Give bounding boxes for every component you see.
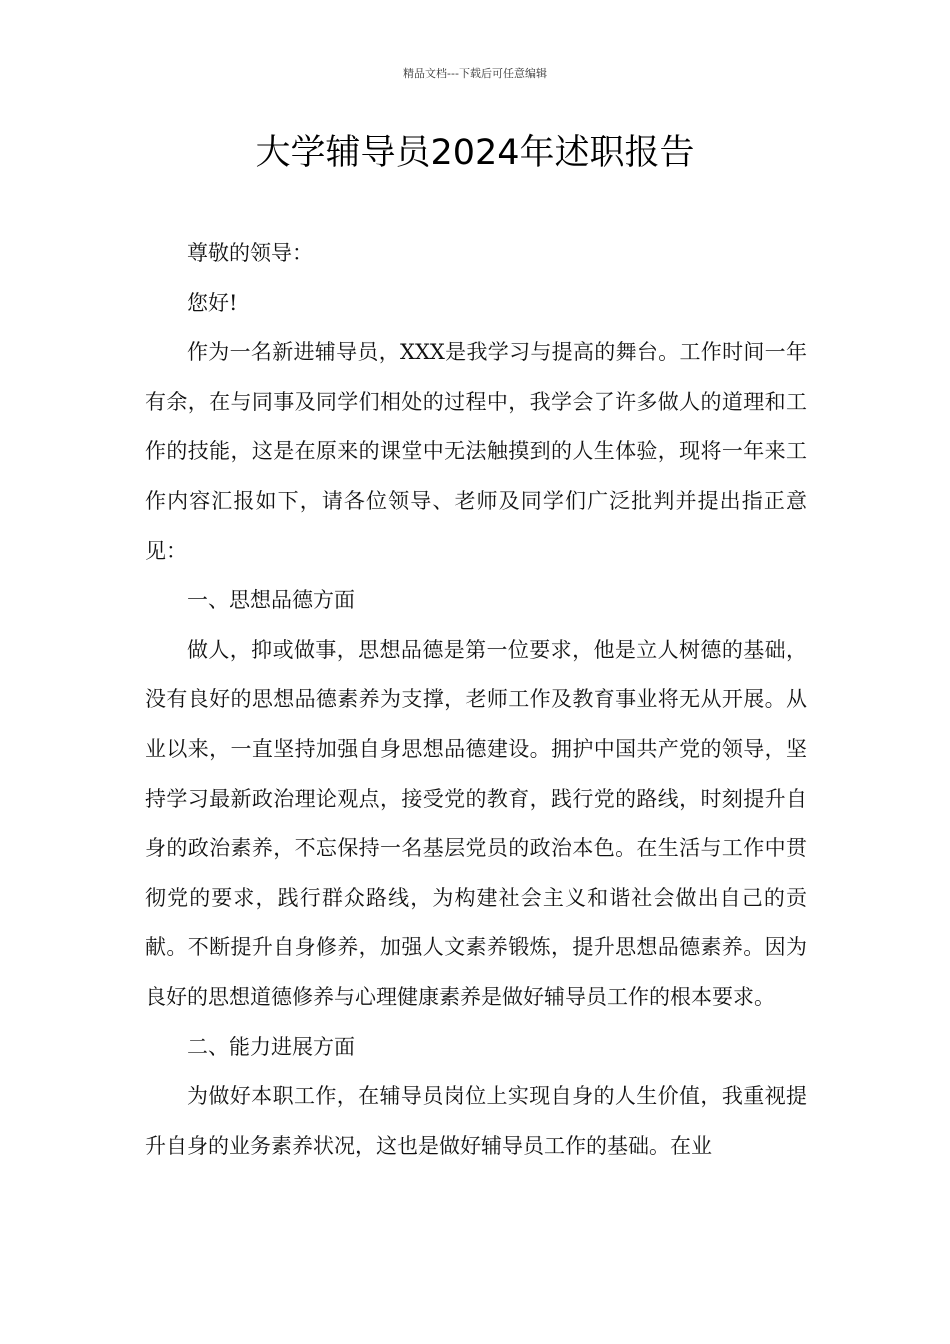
section-heading-2: 二、能力进展方面 xyxy=(187,1034,355,1059)
section-heading-1: 一、思想品德方面 xyxy=(187,588,355,613)
salutation: 尊敬的领导： xyxy=(187,241,313,265)
greeting: 您好! xyxy=(187,290,238,315)
document-body xyxy=(145,229,807,1171)
section-2-paragraph: 为做好本职工作，在辅导员岗位上实现自身的人生价值，我重视提升自身的业务素养状况，这也是做好辅导员工作的基础。在业 xyxy=(145,1084,807,1158)
section-1-paragraph: 做人，抑或做事，思想品德是第一位要求，他是立人树德的基础，没有良好的思想品德素养为支撑，老师工作及教育事业将无从开展。从业以来，一直坚持加强自身思想品德建设。拥护中国共产党的领导，坚持学习最新政治理论观点，接受党的教育，践行党的路线，时刻提升自身的政治素养，不忘保持一名基层党员的政治本色。在生活与工作中贯彻党的要求，践行群众路线，为构建社会主义和谐社会做出自己的贡献。不断提升自身修养，加强人文素养锻炼，提升思想品德素养。因为良好的思想道德修养与心理健康素养是做好辅导员工作的根本要求。 xyxy=(145,637,807,1009)
intro-paragraph: 作为一名新进辅导员，XXX是我学习与提高的舞台。工作时间一年有余，在与同事及同学们相处的过程中，我学会了许多做人的道理和工作的技能，这是在原来的课堂中无法触摸到的人生体验，现将一年来工作内容汇报如下，请各位领导、老师及同学们广泛批判并提出指正意见： xyxy=(145,340,807,563)
document-title: 大学辅导员2024年述职报告 xyxy=(255,133,695,173)
header-note: 精品文档---下载后可任意编辑 xyxy=(403,67,547,80)
